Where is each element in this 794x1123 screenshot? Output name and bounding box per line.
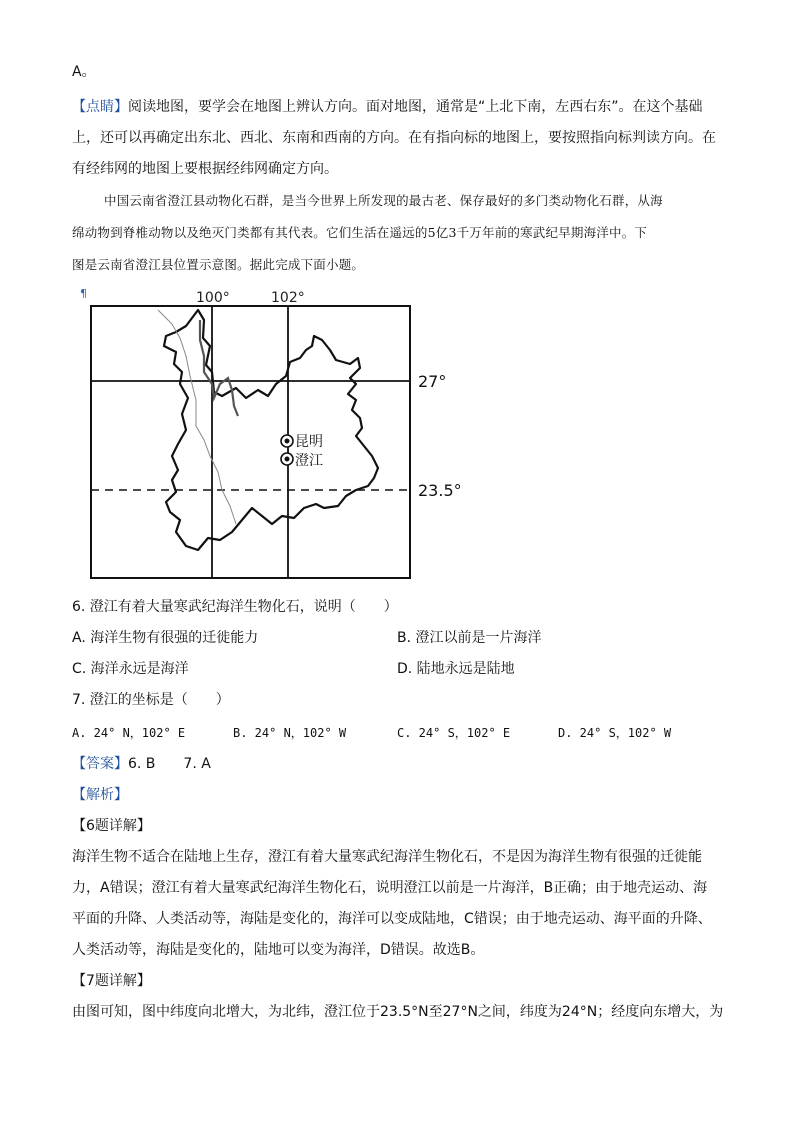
passage-line-3: 图是云南省澄江县位置示意图。据此完成下面小题。 xyxy=(72,257,365,272)
latitude-23-5-label: 23.5° xyxy=(418,481,462,500)
q7-option-a: A. 24° N，102° E xyxy=(72,726,186,740)
q7-option-d: D. 24° S，102° W xyxy=(558,726,672,740)
yunnan-location-map xyxy=(0,280,794,590)
dianjing-tag: 【点睛】 xyxy=(72,99,128,115)
chengjiang-marker xyxy=(281,453,293,465)
detail6-line-4: 人类活动等，海陆是变化的，陆地可以变为海洋，D错误。故选B。 xyxy=(72,942,485,958)
q6-option-c: C. 海洋永远是海洋 xyxy=(72,661,189,677)
q6-option-a: A. 海洋生物有很强的迁徙能力 xyxy=(72,630,259,646)
previous-answer: A。 xyxy=(72,64,96,80)
q7-option-b: B. 24° N，102° W xyxy=(233,726,347,740)
detail6-line-1: 海洋生物不适合在陆地上生存，澄江有着大量寒武纪海洋生物化石，不是因为海洋生物有很强的迁徙能 xyxy=(72,849,702,865)
detail7-tag: 【7题详解】 xyxy=(72,973,151,989)
longitude-102-label: 102° xyxy=(271,290,305,306)
passage-line-2: 绵动物到脊椎动物以及绝灭门类都有其代表。它们生活在遥远的5亿3千万年前的寒武纪早期海洋中。下 xyxy=(72,225,648,240)
q6-stem: 6. 澄江有着大量寒武纪海洋生物化石，说明（ ） xyxy=(72,599,398,615)
dianjing-line-2: 上，还可以再确定出东北、西北、东南和西南的方向。在有指向标的地图上，要按照指向标判读方向。在 xyxy=(72,130,716,146)
gray-boundary-line xyxy=(158,310,236,524)
dianjing-line-1: 【点睛】阅读地图，要学会在地图上辨认方向。面对地图，通常是“上北下南，左西右东”。在这个基础 xyxy=(72,99,703,115)
detail6-line-2: 力，A错误；澄江有着大量寒武纪海洋生物化石，说明澄江以前是一片海洋，B正确；由于地壳运动、海 xyxy=(72,880,708,896)
q7-option-c: C. 24° S，102° E xyxy=(397,726,511,740)
q6-option-b: B. 澄江以前是一片海洋 xyxy=(397,630,542,646)
longitude-100-label: 100° xyxy=(196,290,230,306)
detail7-line-1: 由图可知，图中纬度向北增大，为北纬，澄江位于23.5°N至27°N之间，纬度为24°N；经度向东增大，为 xyxy=(72,1004,724,1020)
paragraph-mark: ¶ xyxy=(80,287,87,300)
kunming-marker xyxy=(281,435,293,447)
dianjing-line-3: 有经纬网的地图上要根据经纬网确定方向。 xyxy=(72,161,338,177)
answer-tag: 【答案】 xyxy=(72,756,128,772)
analysis-tag: 【解析】 xyxy=(72,787,128,803)
river-line xyxy=(200,320,238,416)
latitude-27-label: 27° xyxy=(418,372,447,391)
answer-text: 6. B 7. A xyxy=(128,756,211,772)
q6-option-d: D. 陆地永远是陆地 xyxy=(397,661,515,677)
passage-line-1: 中国云南省澄江县动物化石群，是当今世界上所发现的最古老、保存最好的多门类动物化石群，从海 xyxy=(104,193,663,208)
detail6-line-3: 平面的升降、人类活动等，海陆是变化的，海洋可以变成陆地，C错误；由于地壳运动、海平面的升降、 xyxy=(72,911,712,927)
detail6-tag: 【6题详解】 xyxy=(72,818,151,834)
answer-line xyxy=(72,754,211,774)
yunnan-outline xyxy=(164,310,378,550)
q7-stem: 7. 澄江的坐标是（ ） xyxy=(72,692,230,708)
chengjiang-label: 澄江 xyxy=(295,453,323,469)
kunming-label: 昆明 xyxy=(295,434,323,450)
